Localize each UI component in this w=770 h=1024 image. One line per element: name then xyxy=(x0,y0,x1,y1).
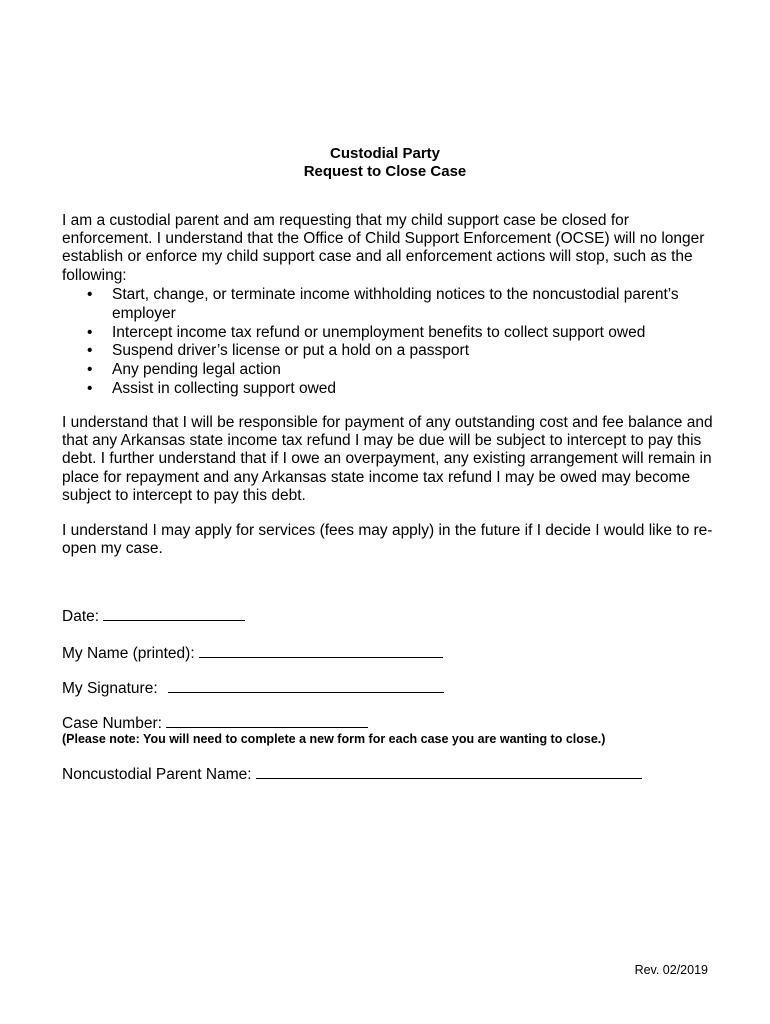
list-item xyxy=(62,286,722,324)
signature-input-line[interactable] xyxy=(168,678,444,693)
bullet-icon: • xyxy=(87,361,93,379)
case-number-field xyxy=(62,713,368,733)
reopen-paragraph: I understand I may apply for services (fees may apply) in the future if I decide I would like to re-open my case. xyxy=(62,522,713,558)
noncustodial-parent-field xyxy=(62,764,642,784)
list-item xyxy=(62,380,722,399)
document-subtitle: Request to Close Case xyxy=(303,163,467,180)
list-item-text: Start, change, or terminate income withholding notices to the noncustodial parent’s employer xyxy=(112,286,679,322)
case-number-input-line[interactable] xyxy=(166,713,368,728)
responsibility-paragraph: I understand that I will be responsible for payment of any outstanding cost and fee balance and that any Arkansas state income tax refund I may be due will be subject to intercept to pay this debt. I further understand that if I owe an overpayment, any existing arrangement will remain in place for repayment and any Arkansas state income tax refund I may be owed may become subject to intercept to pay this debt. xyxy=(62,414,713,504)
printed-name-field xyxy=(62,643,443,663)
list-item-text: Any pending legal action xyxy=(112,361,281,379)
list-item xyxy=(62,324,722,343)
enforcement-actions-list xyxy=(62,286,722,399)
list-item-text: Intercept income tax refund or unemployment benefits to collect support owed xyxy=(112,323,646,341)
revision-date: Rev. 02/2019 xyxy=(634,963,708,977)
intro-paragraph: I am a custodial parent and am requesting that my child support case be closed for enforcement. I understand that the Office of Child Support Enforcement (OCSE) will no longer establish or enforce my child support case and all enforcement actions will stop, such as the following: xyxy=(62,212,705,284)
bullet-icon: • xyxy=(87,323,93,341)
date-field xyxy=(62,606,245,626)
date-input-line[interactable] xyxy=(103,606,245,621)
list-item xyxy=(62,361,722,380)
case-number-label: Case Number: xyxy=(62,715,162,732)
bullet-icon: • xyxy=(87,379,93,397)
date-label: Date: xyxy=(62,608,100,625)
case-number-note: (Please note: You will need to complete a new form for each case you are wanting to close.) xyxy=(62,732,606,746)
signature-label: My Signature: xyxy=(62,680,158,697)
list-item-text: Suspend driver’s license or put a hold on a passport xyxy=(112,342,470,360)
noncustodial-parent-label: Noncustodial Parent Name: xyxy=(62,766,252,783)
signature-field xyxy=(62,678,444,698)
list-item-text: Assist in collecting support owed xyxy=(112,379,337,397)
document-title: Custodial Party xyxy=(329,145,441,162)
list-item xyxy=(62,342,722,361)
printed-name-label: My Name (printed): xyxy=(62,645,195,662)
printed-name-input-line[interactable] xyxy=(199,643,443,658)
bullet-icon: • xyxy=(87,342,93,360)
bullet-icon: • xyxy=(87,286,93,303)
noncustodial-parent-input-line[interactable] xyxy=(256,764,642,779)
